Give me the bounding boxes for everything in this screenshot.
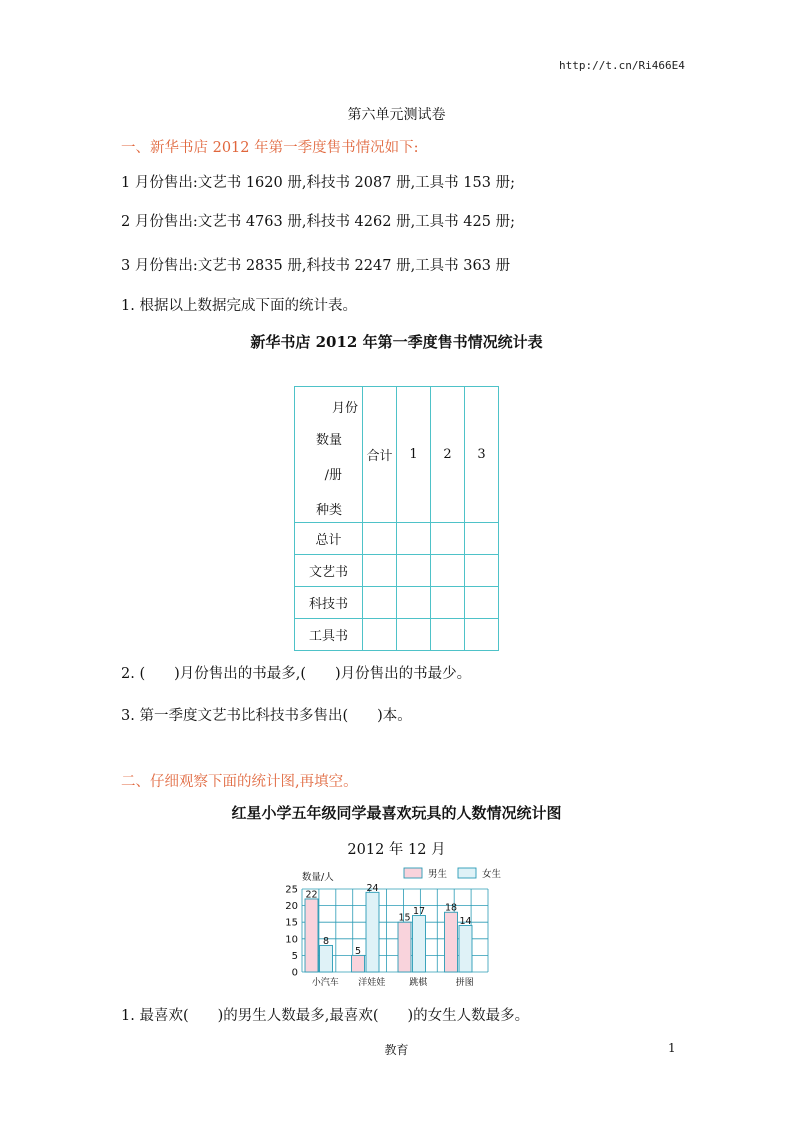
table-cell[interactable] (431, 587, 465, 619)
section2-heading: 二、仔细观察下面的统计图,再填空。 (121, 774, 358, 790)
bar-girls (413, 916, 426, 972)
page-number: 1 (668, 1041, 676, 1055)
legend-label: 女生 (482, 869, 502, 880)
corner-category: 种类 (315, 503, 342, 518)
table-cell[interactable] (465, 587, 499, 619)
bar-chart (280, 862, 510, 990)
bar-boys (398, 922, 411, 972)
bar-girls (459, 926, 472, 972)
sales-line-mar: 3 月份售出:文艺书 2835 册,科技书 2247 册,工具书 363 册 (121, 258, 511, 274)
table-cell[interactable] (465, 555, 499, 587)
x-category-label: 拼图 (455, 978, 474, 988)
x-category-label: 小汽车 (311, 978, 339, 988)
bar-value-label: 14 (459, 916, 472, 928)
bar-boys (352, 955, 365, 972)
bar-girls (320, 945, 333, 972)
table-cell[interactable] (363, 555, 397, 587)
corner-month: 月份 (331, 401, 358, 416)
question-2-1: 1. 最喜欢( )的男生人数最多,最喜欢( )的女生人数最多。 (121, 1008, 530, 1024)
x-category-label: 洋娃娃 (358, 978, 386, 988)
bar-value-label: 24 (366, 882, 379, 894)
bar-girls (366, 892, 379, 972)
x-category-label: 跳棋 (409, 978, 428, 988)
row-header-literature: 文艺书 (295, 555, 363, 587)
y-tick-label: 20 (285, 901, 298, 913)
table-cell[interactable] (397, 619, 431, 651)
footer-label: 教育 (384, 1043, 409, 1057)
table-title: 新华书店 2012 年第一季度售书情况统计表 (250, 333, 543, 351)
table-cell[interactable] (363, 587, 397, 619)
chart-title: 红星小学五年级同学最喜欢玩具的人数情况统计图 (231, 804, 562, 822)
table-cell[interactable] (465, 619, 499, 651)
table-corner-header (295, 387, 363, 523)
table-cell[interactable] (431, 523, 465, 555)
y-tick-label: 10 (285, 934, 298, 946)
question-1-1: 1. 根据以上数据完成下面的统计表。 (121, 298, 357, 314)
document-title: 第六单元测试卷 (347, 107, 446, 123)
question-1-3: 3. 第一季度文艺书比科技书多售出( )本。 (121, 708, 412, 724)
y-tick-label: 0 (291, 967, 298, 979)
source-url[interactable]: http://t.cn/Ri466E4 (559, 59, 685, 72)
bar-boys (445, 912, 458, 972)
bar-value-label: 22 (305, 889, 318, 901)
corner-unit: /册 (324, 468, 342, 483)
col-header-1: 1 (397, 387, 431, 523)
row-header-total: 总计 (295, 523, 363, 555)
bar-value-label: 18 (444, 902, 458, 914)
statistics-table (294, 386, 499, 651)
table-cell[interactable] (363, 523, 397, 555)
sales-line-feb: 2 月份售出:文艺书 4763 册,科技书 4262 册,工具书 425 册; (121, 214, 515, 230)
row-header-tools: 工具书 (295, 619, 363, 651)
legend-swatch (404, 868, 422, 878)
bar-value-label: 17 (412, 906, 426, 918)
sales-line-jan: 1 月份售出:文艺书 1620 册,科技书 2087 册,工具书 153 册; (121, 175, 515, 191)
col-header-3: 3 (465, 387, 499, 523)
row-header-science: 科技书 (295, 587, 363, 619)
bar-value-label: 15 (398, 912, 411, 924)
bar-value-label: 5 (354, 945, 362, 957)
y-tick-label: 15 (285, 917, 298, 929)
table-cell[interactable] (363, 619, 397, 651)
col-header-total: 合计 (363, 387, 397, 523)
table-cell[interactable] (431, 555, 465, 587)
section1-heading: 一、新华书店 2012 年第一季度售书情况如下: (121, 140, 419, 156)
chart-subtitle: 2012 年 12 月 (347, 842, 446, 858)
table-cell[interactable] (397, 523, 431, 555)
legend-swatch (458, 868, 476, 878)
corner-quantity: 数量 (315, 433, 342, 448)
legend-label: 男生 (428, 869, 448, 880)
col-header-2: 2 (431, 387, 465, 523)
bar-boys (305, 899, 318, 972)
table-cell[interactable] (397, 555, 431, 587)
bar-value-label: 8 (322, 935, 330, 947)
question-1-2: 2. ( )月份售出的书最多,( )月份售出的书最少。 (121, 666, 472, 682)
table-cell[interactable] (465, 523, 499, 555)
y-tick-label: 25 (285, 884, 298, 896)
y-axis-label: 数量/人 (302, 872, 334, 883)
table-cell[interactable] (431, 619, 465, 651)
y-tick-label: 5 (291, 950, 298, 962)
table-cell[interactable] (397, 587, 431, 619)
